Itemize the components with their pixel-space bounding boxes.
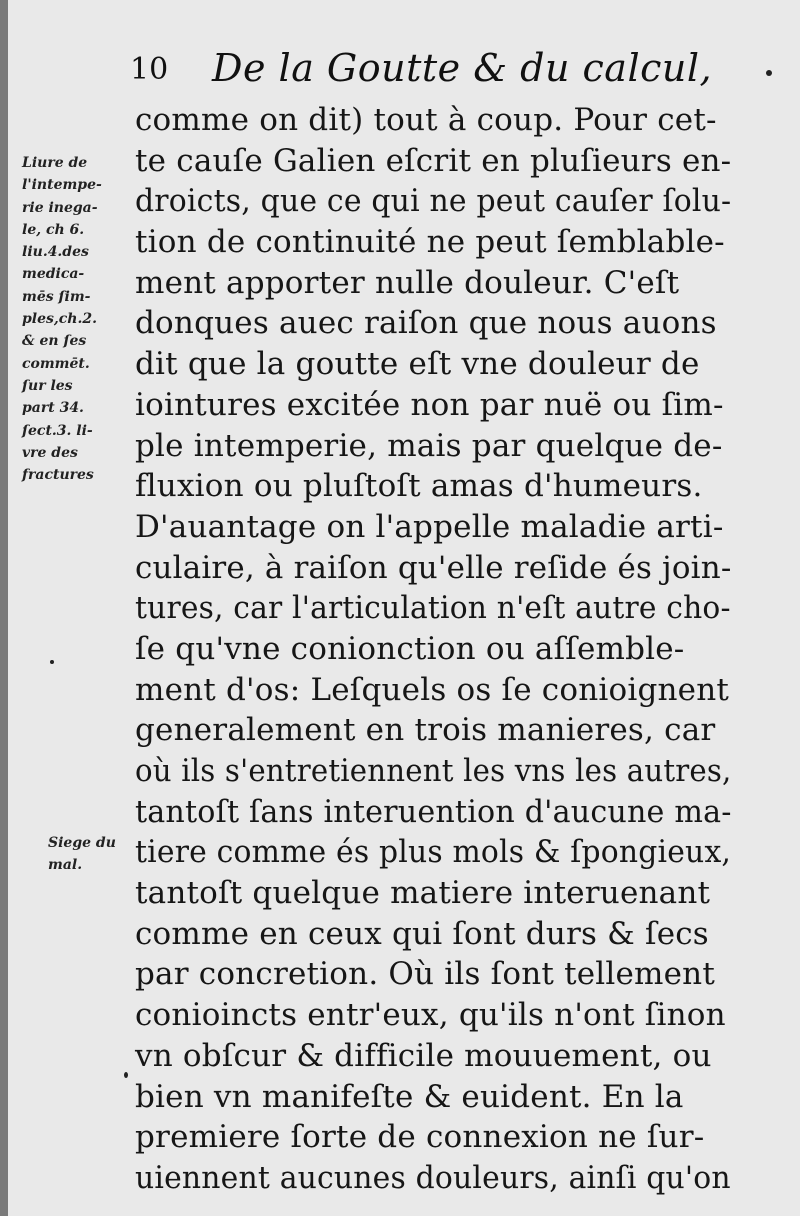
text-line: te cauſe Galien eſcrit en pluſieurs en- <box>135 142 732 179</box>
text-line: par concretion. Où ils ſont tellement <box>135 956 716 993</box>
text-line: tion de continuité ne peut ſemblable- <box>135 224 725 261</box>
margin-note-siege <box>48 832 138 877</box>
text-line: iointures excitée non par nuë ou ſim- <box>135 386 724 423</box>
text-line: D'auantage on l'appelle maladie arti- <box>135 508 724 545</box>
text-line: comme en ceux qui ſont durs & ſecs <box>135 915 709 952</box>
text-line: comme on dit) tout à coup. Pour cet- <box>135 102 717 138</box>
text-line: droicts, que ce qui ne peut cauſer ſolu- <box>135 183 732 220</box>
margin-note-line: medica- <box>22 266 85 283</box>
page-number: 10 <box>130 52 169 87</box>
ink-speck <box>50 660 54 664</box>
text-line: ment apporter nulle douleur. C'eſt <box>135 264 680 301</box>
text-line: conioincts entr'eux, qu'ils n'ont ſinon <box>135 997 726 1034</box>
text-line: ple intemperie, mais par quelque de- <box>135 427 723 464</box>
margin-note-line: Liure de <box>22 155 88 171</box>
text-line: generalement en trois manieres, car <box>135 712 716 749</box>
margin-note-line: mēs ſim- <box>22 288 91 305</box>
margin-note-line: rie inega- <box>22 199 98 216</box>
margin-note-line: liu.4.des <box>22 244 89 261</box>
text-line: vn obſcur & difficile mouuement, ou <box>135 1037 712 1074</box>
text-line: tantoſt quelque matiere interuenant <box>135 875 711 912</box>
text-line: premiere ſorte de connexion ne ſur- <box>135 1119 705 1156</box>
text-line: où ils s'entretiennent les vns les autres, <box>135 753 732 789</box>
text-line: ſe qu'vne conionction ou aſſemble- <box>135 630 685 667</box>
text-line: tures, car l'articulation n'eſt autre cho- <box>135 590 731 627</box>
text-line: bien vn manifeſte & euident. En la <box>135 1078 684 1115</box>
margin-note-line: le, ch 6. <box>22 221 85 238</box>
margin-note-line: vre des <box>22 444 78 461</box>
text-line: culaire, à raiſon qu'elle reſide és join- <box>135 549 732 586</box>
margin-notes-citations <box>22 152 142 486</box>
margin-note-line: ſur les <box>22 377 73 394</box>
text-line: tantoſt ſans interuention d'aucune ma- <box>135 793 732 830</box>
ink-speck <box>766 70 772 76</box>
running-head <box>130 46 770 100</box>
running-title: De la Goutte & du calcul, <box>212 46 713 90</box>
body-text <box>135 100 731 1199</box>
margin-note-line: ſect.3. li- <box>22 422 93 439</box>
margin-note-line: & en ſes <box>22 333 87 350</box>
text-line: uiennent aucunes douleurs, ainſi qu'on <box>135 1159 731 1196</box>
margin-note-line: commēt. <box>22 355 90 372</box>
text-line: donques auec raiſon que nous auons <box>135 305 717 342</box>
margin-note-line: fractures <box>22 467 94 484</box>
ink-speck <box>124 1072 128 1078</box>
text-line: ment d'os: Leſquels os ſe conioignent <box>135 671 730 708</box>
margin-note-line: ples,ch.2. <box>22 311 97 328</box>
margin-note-line: l'intempe- <box>22 177 102 194</box>
text-line: tiere comme és plus mols & ſpongieux, <box>135 834 732 871</box>
margin-note-line: Siege du <box>48 835 116 851</box>
margin-note-line: mal. <box>48 857 83 874</box>
margin-note-line: part 34. <box>22 400 84 417</box>
text-line: dit que la goutte eſt vne douleur de <box>135 346 700 383</box>
page-edge-shadow <box>0 0 8 1216</box>
book-page <box>8 0 800 1216</box>
text-line: fluxion ou pluſtoſt amas d'humeurs. <box>135 468 703 505</box>
